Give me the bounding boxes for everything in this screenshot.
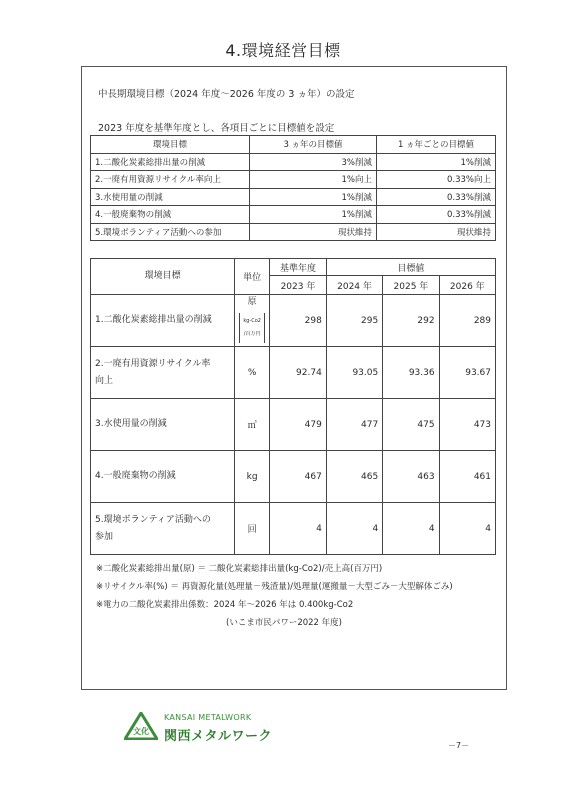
value-cell: 4 — [270, 503, 327, 555]
value-cell: 465 — [326, 451, 382, 503]
table-row — [91, 399, 496, 451]
annual-target-cell: 0.33%削減 — [377, 188, 496, 206]
goal-cell: 5.環境ボランティア活動への参加 — [91, 223, 250, 241]
goal-cell — [91, 295, 235, 347]
year-header: 2026 年 — [439, 276, 495, 295]
unit-cell: % — [235, 347, 270, 399]
value-cell: 479 — [270, 399, 327, 451]
unit-label: 原 — [247, 297, 257, 307]
three-year-target-cell: 1%削減 — [250, 206, 377, 224]
footnote: ※リサイクル率(%) ＝ 再資源化量(処理量－残渣量)/処理量(運搬量－大型ごみ－大型解体ごみ) — [96, 582, 453, 592]
goal-line: 2.一廃有用資源リサイクル率 — [95, 358, 211, 369]
goal-cell — [91, 347, 235, 399]
section-title: 中長期環境目標（2024 年度～2026 年度の 3 ヵ年）の設定 — [98, 89, 355, 100]
goal-cell: 3.水使用量の削減 — [91, 188, 250, 206]
brand-name-japanese: 関西メタルワーク — [164, 729, 273, 744]
value-cell: 93.67 — [439, 347, 495, 399]
year-header: 2024 年 — [326, 276, 382, 295]
three-year-target-cell: 1%向上 — [250, 171, 377, 189]
value-cell: 461 — [439, 451, 495, 503]
unit-cell: 回 — [235, 503, 270, 555]
brand-name-english: KANSAI METALWORK — [164, 713, 252, 722]
goal-line: 5.環境ボランティア活動への — [95, 514, 211, 525]
value-cell: 473 — [439, 399, 495, 451]
unit-numerator: kg-Co2 — [243, 318, 261, 324]
page-title: 4.環境経営目標 — [225, 41, 341, 60]
table-row — [91, 206, 496, 224]
header-target: 目標値 — [326, 259, 495, 276]
goal-cell — [91, 451, 235, 503]
footnote: ※電力の二酸化炭素排出係数：2024 年～2026 年は 0.400kg-Co2 — [96, 600, 354, 610]
value-cell: 463 — [383, 451, 439, 503]
footnote: (いこま市民パワー2022 年度) — [226, 618, 342, 628]
page-number: －7－ — [448, 741, 470, 750]
header-cell: 3 ヵ年の目標値 — [250, 136, 377, 154]
header-cell: 環境目標 — [91, 136, 250, 154]
value-cell: 4 — [383, 503, 439, 555]
table-row — [91, 451, 496, 503]
header-base-year: 基準年度 — [270, 259, 327, 276]
unit-denominator: /百万円 — [243, 331, 261, 337]
table-row — [91, 503, 496, 555]
annual-target-cell: 1%削減 — [377, 153, 496, 171]
table-row — [91, 153, 496, 171]
footnotes — [96, 560, 453, 632]
annual-target-cell: 現状維持 — [377, 223, 496, 241]
logo-text: 文化 — [133, 727, 149, 736]
goal-line: 1.二酸化炭素総排出量の削減 — [95, 315, 212, 325]
goal-line-continued: 参加 — [95, 531, 114, 542]
unit-cell — [235, 295, 270, 347]
goal-line: 3.水使用量の削減 — [95, 419, 167, 429]
annual-target-cell: 0.33%削減 — [377, 206, 496, 224]
table-row — [91, 223, 496, 241]
recycle-logo-icon — [124, 712, 158, 740]
goal-summary-table — [90, 135, 496, 241]
value-cell: 4 — [326, 503, 382, 555]
value-cell: 292 — [383, 295, 439, 347]
table-row — [91, 347, 496, 399]
target-values-table — [90, 258, 496, 555]
table-row — [91, 295, 496, 347]
goal-cell: 2.一廃有用資源リサイクル率向上 — [91, 171, 250, 189]
three-year-target-cell: 1%削減 — [250, 188, 377, 206]
value-cell: 467 — [270, 451, 327, 503]
value-cell: 4 — [439, 503, 495, 555]
table-row — [91, 188, 496, 206]
unit-cell: kg — [235, 451, 270, 503]
year-header: 2023 年 — [270, 276, 327, 295]
value-cell: 295 — [326, 295, 382, 347]
value-cell: 298 — [270, 295, 327, 347]
value-cell: 93.36 — [383, 347, 439, 399]
goal-cell — [91, 399, 235, 451]
value-cell: 92.74 — [270, 347, 327, 399]
unit-bracket — [239, 313, 265, 343]
goal-cell: 4.一般廃棄物の削減 — [91, 206, 250, 224]
goal-cell — [91, 503, 235, 555]
goal-line-continued: 向上 — [95, 375, 114, 386]
goal-cell: 1.二酸化炭素総排出量の削減 — [91, 153, 250, 171]
value-cell: 93.05 — [326, 347, 382, 399]
header-goal: 環境目標 — [91, 259, 235, 295]
year-header: 2025 年 — [383, 276, 439, 295]
header-unit: 単位 — [235, 259, 270, 295]
three-year-target-cell: 3%削減 — [250, 153, 377, 171]
table1-caption: 2023 年度を基準年度とし、各項目ごとに目標値を設定 — [98, 123, 335, 134]
header-cell: 1 ヵ年ごとの目標値 — [377, 136, 496, 154]
footnote: ※二酸化炭素総排出量(原) ＝ 二酸化炭素総排出量(kg-Co2)/売上高(百万円) — [96, 564, 383, 574]
three-year-target-cell: 現状維持 — [250, 223, 377, 241]
value-cell: 475 — [383, 399, 439, 451]
table-header-row — [91, 259, 496, 276]
goal-line: 4.一般廃棄物の削減 — [95, 471, 176, 481]
table-row — [91, 171, 496, 189]
value-cell: 477 — [326, 399, 382, 451]
annual-target-cell: 0.33%向上 — [377, 171, 496, 189]
table-header-row — [91, 136, 496, 154]
unit-cell: ㎥ — [235, 399, 270, 451]
value-cell: 289 — [439, 295, 495, 347]
